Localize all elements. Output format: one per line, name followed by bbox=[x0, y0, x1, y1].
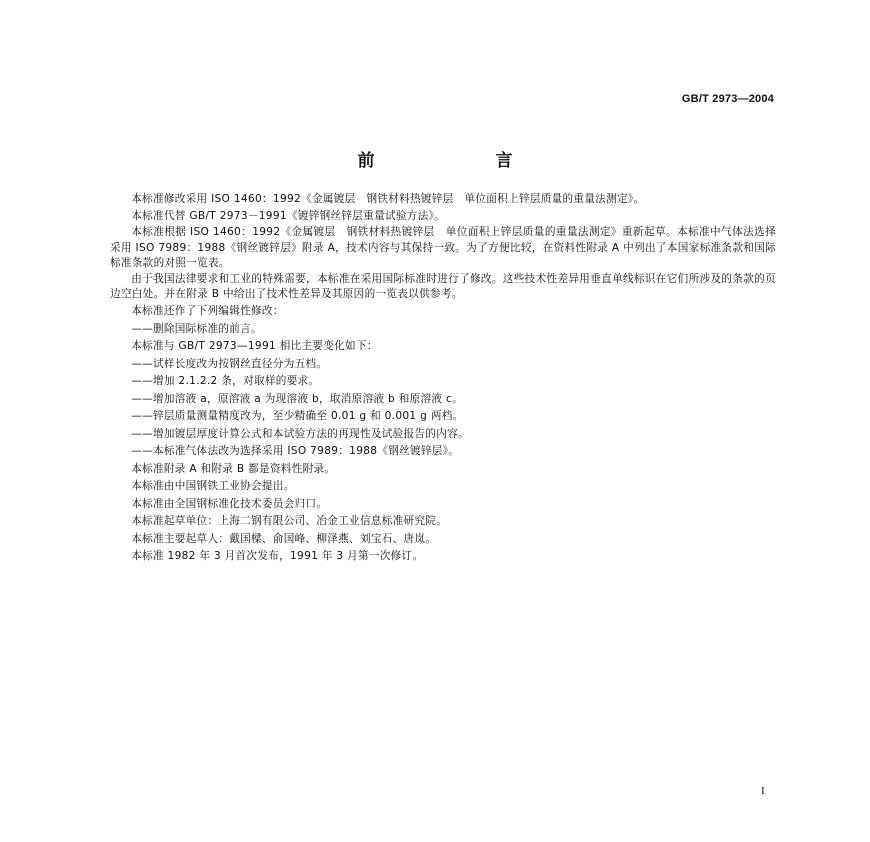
list-item: ——试样长度改为按钢丝直径分为五档。 bbox=[131, 357, 328, 370]
list-item: ——本标准气体法改为选择采用 ISO 7989：1988《钢丝镀锌层》。 bbox=[131, 445, 460, 458]
paragraph-history: 本标准 1982 年 3 月首次发布，1991 年 3 月第一次修订。 bbox=[131, 550, 424, 563]
list-item: ——增加 2.1.2.2 条，对取样的要求。 bbox=[131, 375, 320, 388]
paragraph-main-changes: 本标准与 GB/T 2973—1991 相比主要变化如下： bbox=[131, 340, 378, 353]
paragraph-editorial-changes: 本标准还作了下列编辑性修改： bbox=[131, 305, 284, 318]
paragraph-drafters: 本标准主要起草人：戴国樑、俞国峰、柳泽燕、刘宝石、唐岚。 bbox=[131, 532, 437, 545]
foreword-body bbox=[110, 192, 776, 566]
page-title: 前 言 bbox=[357, 151, 565, 171]
list-item: ——锌层质量测量精度改为，至少精确至 0.01 g 和 0.001 g 两档。 bbox=[131, 410, 464, 423]
paragraph-redrafted: 本标准根据 ISO 1460：1992《金属镀层 钢铁材料热镀锌层 单位面积上锌层质量的重量法测定》重新起草。本标准中气体法选择采用 ISO 7989：1988《钢丝镀锌层》附录 A，技术内容与其保持一致。为了方便比较，在资料性附录 A 中列出了本国家标准条款和国际标准条款的对照一览表。 bbox=[110, 226, 776, 270]
list-item: ——删除国际标准的前言。 bbox=[131, 322, 262, 335]
list-item: ——增加溶液 a，原溶液 a 为现溶液 b，取消原溶液 b 和原溶液 c。 bbox=[131, 392, 463, 405]
page-number: I bbox=[761, 785, 765, 797]
paragraph-drafting-units: 本标准起草单位：上海二钢有限公司、冶金工业信息标准研究院。 bbox=[131, 515, 448, 528]
paragraph-adoption: 本标准修改采用 ISO 1460：1992《金属镀层 钢铁材料热镀锌层 单位面积上锌层质量的重量法测定》。 bbox=[131, 193, 645, 205]
standard-code: GB/T 2973—2004 bbox=[681, 93, 774, 105]
list-item: ——增加镀层厚度计算公式和本试验方法的再现性及试验报告的内容。 bbox=[131, 427, 469, 440]
paragraph-technical-differences: 由于我国法律要求和工业的特殊需要，本标准在采用国际标准时进行了修改。这些技术性差异用垂直单线标识在它们所涉及的条款的页边空白处。并在附录 B 中给出了技术性差异及其原因的一览表以供参考。 bbox=[110, 272, 776, 301]
paragraph-centralized-by: 本标准由全国钢标准化技术委员会归口。 bbox=[131, 497, 328, 510]
paragraph-annexes: 本标准附录 A 和附录 B 都是资料性附录。 bbox=[131, 462, 336, 475]
paragraph-replaces: 本标准代替 GB/T 2973－1991《镀锌钢丝锌层重量试验方法》。 bbox=[131, 209, 446, 222]
paragraph-proposed-by: 本标准由中国钢铁工业协会提出。 bbox=[131, 480, 295, 493]
